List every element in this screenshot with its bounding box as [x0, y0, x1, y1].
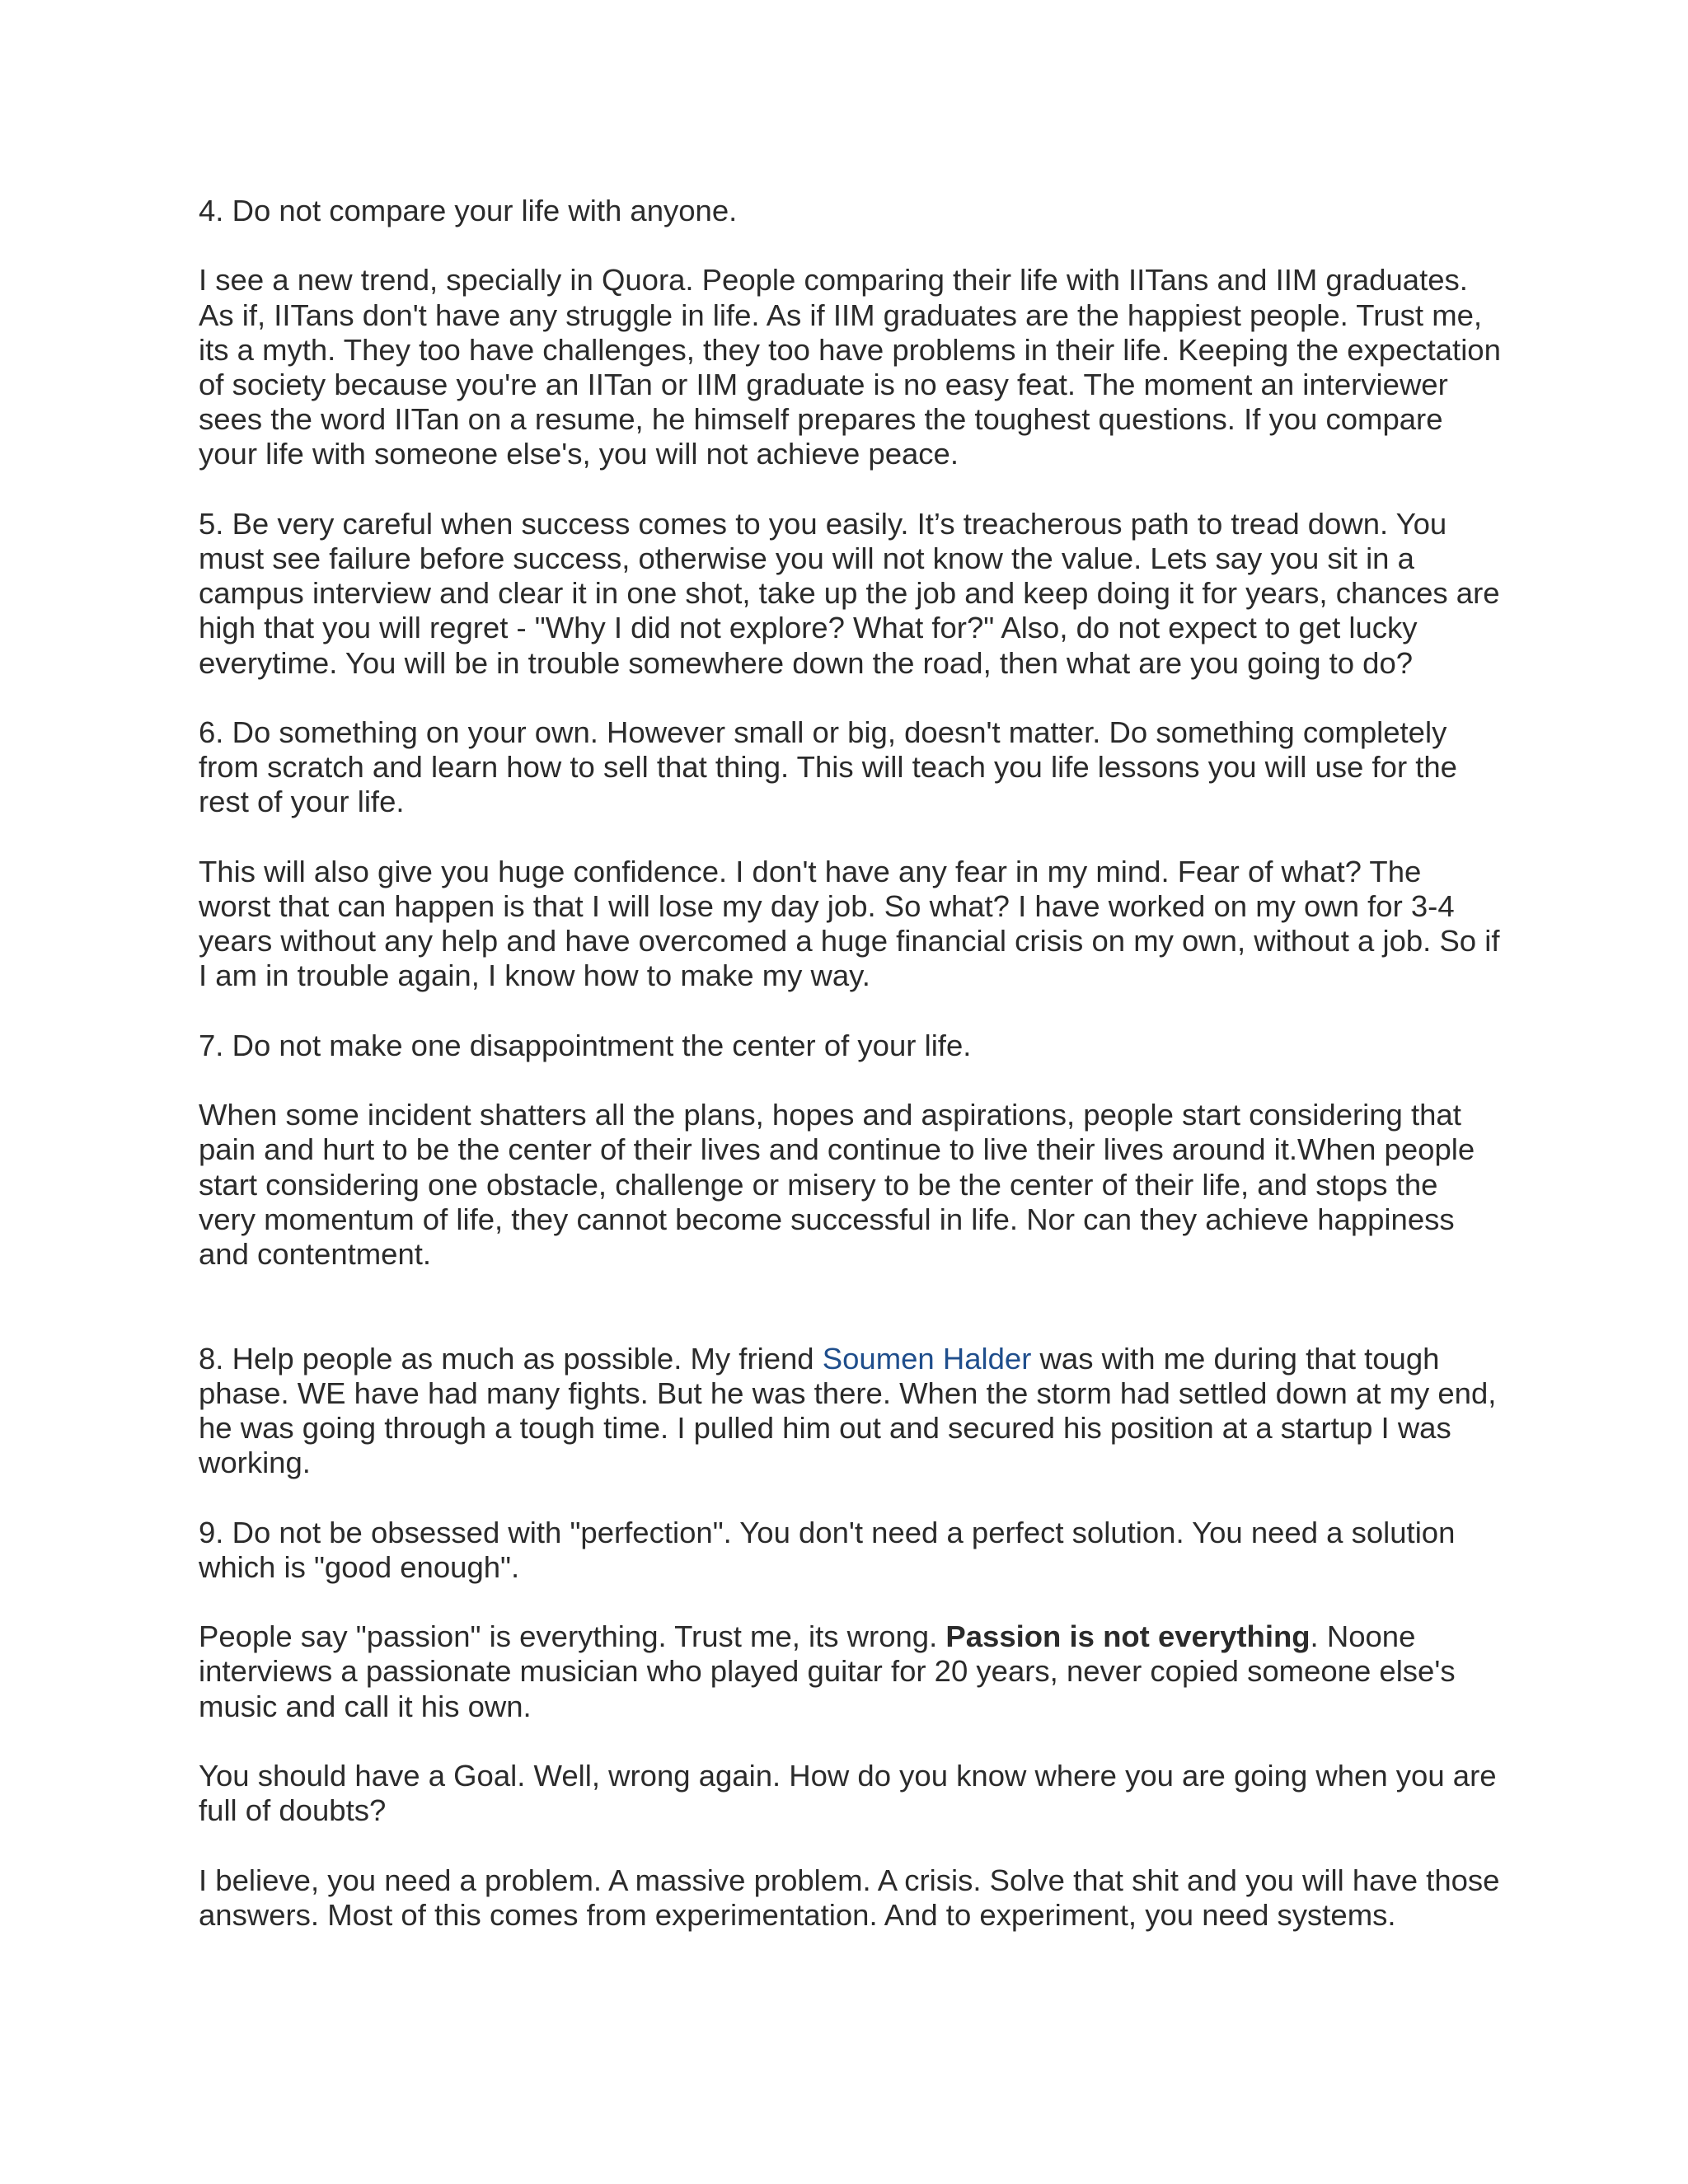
- problem-paragraph: I believe, you need a problem. A massive problem. A crisis. Solve that shit and you will have those answers. Most of this comes from experimentation. And to experiment, you need systems.: [199, 1863, 1500, 1932]
- point-4-heading: 4. Do not compare your life with anyone.: [199, 194, 738, 227]
- point-6-paragraph: 6. Do something on your own. However small or big, doesn't matter. Do something completely from scratch and learn how to sell that thing. This will teach you life lessons you will use for the rest of your life.: [199, 715, 1457, 819]
- passion-text-before: People say "passion" is everything. Trust me, its wrong.: [199, 1619, 946, 1654]
- point-5-paragraph: 5. Be very careful when success comes to you easily. It’s treacherous path to tread down. You must see failure before success, otherwise you will not know the value. Lets say you sit in a campus interview and clear it in one shot, take up the job and keep doing it for years, chances are high that you will regret - "Why I did not explore? What for?" Also, do not expect to get lucky everytime. You will be in trouble somewhere down the road, then what are you going to do?: [199, 506, 1500, 680]
- point-7-paragraph: When some incident shatters all the plans, hopes and aspirations, people start considering that pain and hurt to be the center of their lives and continue to live their lives around it.When people start considering one obstacle, challenge or misery to be the center of their life, and stops the very momentum of life, they cannot become successful in life. Nor can they achieve happiness and contentment.: [199, 1098, 1475, 1271]
- point-8-paragraph: [199, 1342, 1501, 1481]
- document-body: [199, 194, 1501, 1933]
- soumen-halder-link[interactable]: Soumen Halder: [822, 1341, 1032, 1376]
- goal-paragraph: You should have a Goal. Well, wrong again. How do you know where you are going when you are full of doubts?: [199, 1758, 1497, 1828]
- passion-bold-text: Passion is not everything: [945, 1619, 1311, 1654]
- point-8-text-after: was with me during that tough phase. WE have had many fights. But he was there. When the storm had settled down at my end, he was going through a tough time. I pulled him out and secured his position at a startup I was working.: [199, 1341, 1497, 1480]
- point-8-text-before: 8. Help people as much as possible. My friend: [199, 1341, 823, 1376]
- confidence-paragraph: This will also give you huge confidence. I don't have any fear in my mind. Fear of what? The worst that can happen is that I will lose my day job. So what? I have worked on my own for 3-4 years without any help and have overcomed a huge financial crisis on my own, without a job. So if I am in trouble again, I know how to make my way.: [199, 854, 1500, 993]
- passion-paragraph: [199, 1619, 1501, 1724]
- point-9-paragraph: 9. Do not be obsessed with "perfection". You don't need a perfect solution. You need a solution which is "good enough".: [199, 1515, 1456, 1584]
- point-7-heading: 7. Do not make one disappointment the center of your life.: [199, 1028, 972, 1062]
- point-4-paragraph: I see a new trend, specially in Quora. People comparing their life with IITans and IIM graduates. As if, IITans don't have any struggle in life. As if IIM graduates are the happiest people. Trust me, its a myth. They too have challenges, they too have problems in their life. Keeping the expectation of society because you're an IITan or IIM graduate is no easy feat. The moment an interviewer sees the word IITan on a resume, he himself prepares the toughest questions. If you compare your life with someone else's, you will not achieve peace.: [199, 263, 1501, 471]
- passion-text-after: . Noone interviews a passionate musician who played guitar for 20 years, never copied someone else's music and call it his own.: [199, 1619, 1456, 1723]
